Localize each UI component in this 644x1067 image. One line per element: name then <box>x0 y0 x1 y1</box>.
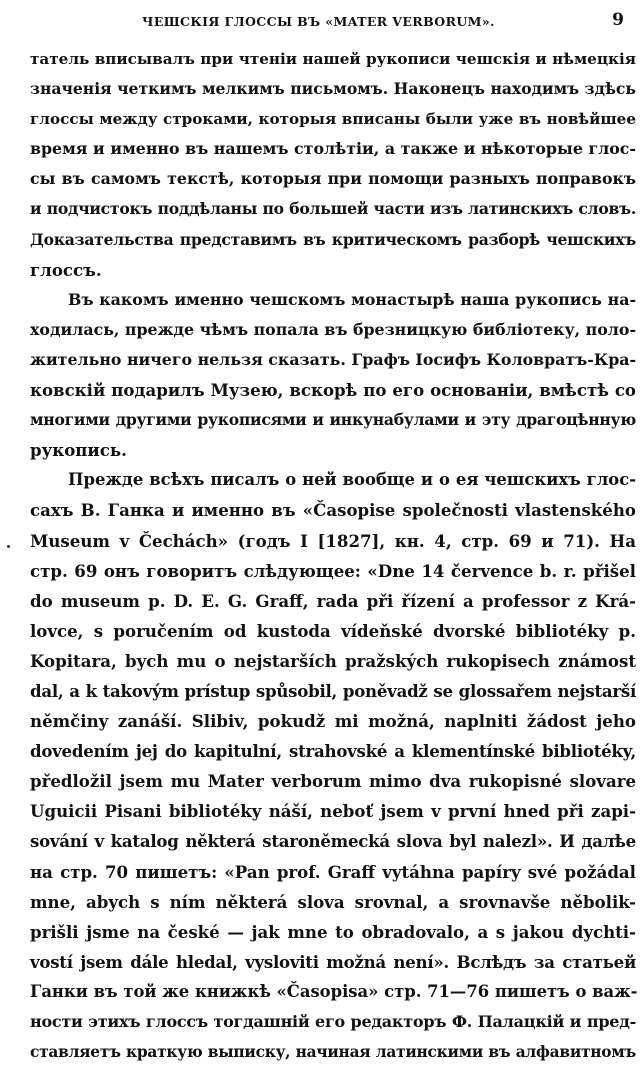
text-line: татель вписывалъ при чтеніи нашей рукописи чешскія и нѣмецкія <box>30 50 636 68</box>
paragraph-3 <box>30 465 636 1067</box>
margin-mark <box>7 545 10 548</box>
body-text <box>30 44 636 1067</box>
running-header <box>30 6 636 40</box>
text-line: сахъ В. Ганка и именно въ «Časopise společnosti vlastenského <box>30 500 636 521</box>
text-line: жительно ничего нельзя сказать. Графъ Іосифъ Коловратъ-Кра- <box>30 349 637 369</box>
text-line: Въ какомъ именно чешскомъ монастырѣ наша рукопись на- <box>68 289 636 309</box>
text-line: dovedením jej do kapitulní, strahovské a klementínské bibliotéky, <box>30 741 636 762</box>
text-line: ности этихъ глоссъ тогдашній его редакторъ Ф. Палацкій и пред- <box>30 1012 636 1031</box>
text-line: ставляетъ краткую выписку, начиная латинскими въ алфавитномъ <box>30 1043 636 1062</box>
page-number: 9 <box>612 10 624 30</box>
text-line: и подчистокъ поддѣланы по большей части изъ латинскихъ словъ. <box>30 199 636 219</box>
text-line: do museum p. D. E. G. Graff, rada při řízení a professor z Krá- <box>30 590 636 611</box>
text-line: рукопись. <box>30 440 127 461</box>
running-title: ЧЕШСКІЯ ГЛОССЫ ВЪ «MATER VERBORUM». <box>142 14 495 29</box>
text-line: на стр. 70 пишетъ: «Pan prof. Graff vytáhna papíry své požádal <box>30 861 636 882</box>
text-line: многими другими рукописями и инкунабулами и эту драгоцѣнную <box>30 410 636 430</box>
text-line: ковскій подарилъ Музею, вскорѣ по его основаніи, вмѣстѣ со <box>30 380 636 401</box>
text-line: время и именно въ нашемъ столѣтіи, а также и нѣкоторые глос- <box>30 139 636 159</box>
text-line: předložil jsem mu Mater verborum mimo dva rukopisné slovare <box>30 771 636 792</box>
text-line: Ганки въ той же книжкѣ «Časopisa» стр. 71—76 пишетъ о важ- <box>30 981 638 1001</box>
text-line: němčiny zanáší. Slibiv, pokudž mi možná, naplniti žádost jeho <box>30 711 636 732</box>
paragraph-2 <box>30 285 636 466</box>
text-line: dal, a k takovým prístup spůsobil, poněvadž se glossařem nejstarší <box>30 680 636 701</box>
text-line: Прежде всѣхъ писалъ о ней вообще и о ея чешскихъ глос- <box>68 470 636 490</box>
text-line: Museum v Čechách» (годъ I [1827], кн. 4, стр. 69 и 71). На <box>30 530 636 551</box>
text-line: Доказательства представимъ въ критическомъ разборѣ чешскихъ <box>30 229 636 249</box>
text-line: сы въ самомъ текстѣ, которыя при помощи разныхъ поправокъ <box>30 169 636 189</box>
text-line: mne, abych s ním některá slova srovnal, a srovnavše něbolik- <box>30 891 636 912</box>
text-line: prišli jsme na české — jak mne to obradovalo, a s jakou dychti- <box>30 921 636 942</box>
text-line: vostí jsem dále hledal, vysloviti možná není». Вслѣдъ за статьей <box>30 951 636 972</box>
text-line: lovce, s poručením od kustoda vídeňské dvorské bibliotéky p. <box>30 620 636 641</box>
text-line: Uguicii Pisani bibliotéky náší, neboť jsem v první hned při zapi- <box>30 801 636 822</box>
text-line: sování v katalog některá staroněmecká slova byl nalezl». И далѣе <box>30 831 636 852</box>
text-line: Kopitara, bych mu o nejstarších pražských rukopisech známost <box>30 650 636 671</box>
text-line: глоссъ. <box>30 259 102 280</box>
text-line: стр. 69 онъ говоритъ слѣдующее: «Dne 14 července b. r. přišel <box>30 560 636 581</box>
paragraph-1 <box>30 44 636 285</box>
text-line: ходилась, прежде чѣмъ попала въ брезницкую библіотеку, поло- <box>30 319 637 339</box>
text-line: глоссы между строками, которыя вписаны были уже въ новѣйшее <box>30 110 636 129</box>
text-line: значенія четкимъ мелкимъ письмомъ. Наконецъ находимъ здѣсь <box>30 79 636 99</box>
